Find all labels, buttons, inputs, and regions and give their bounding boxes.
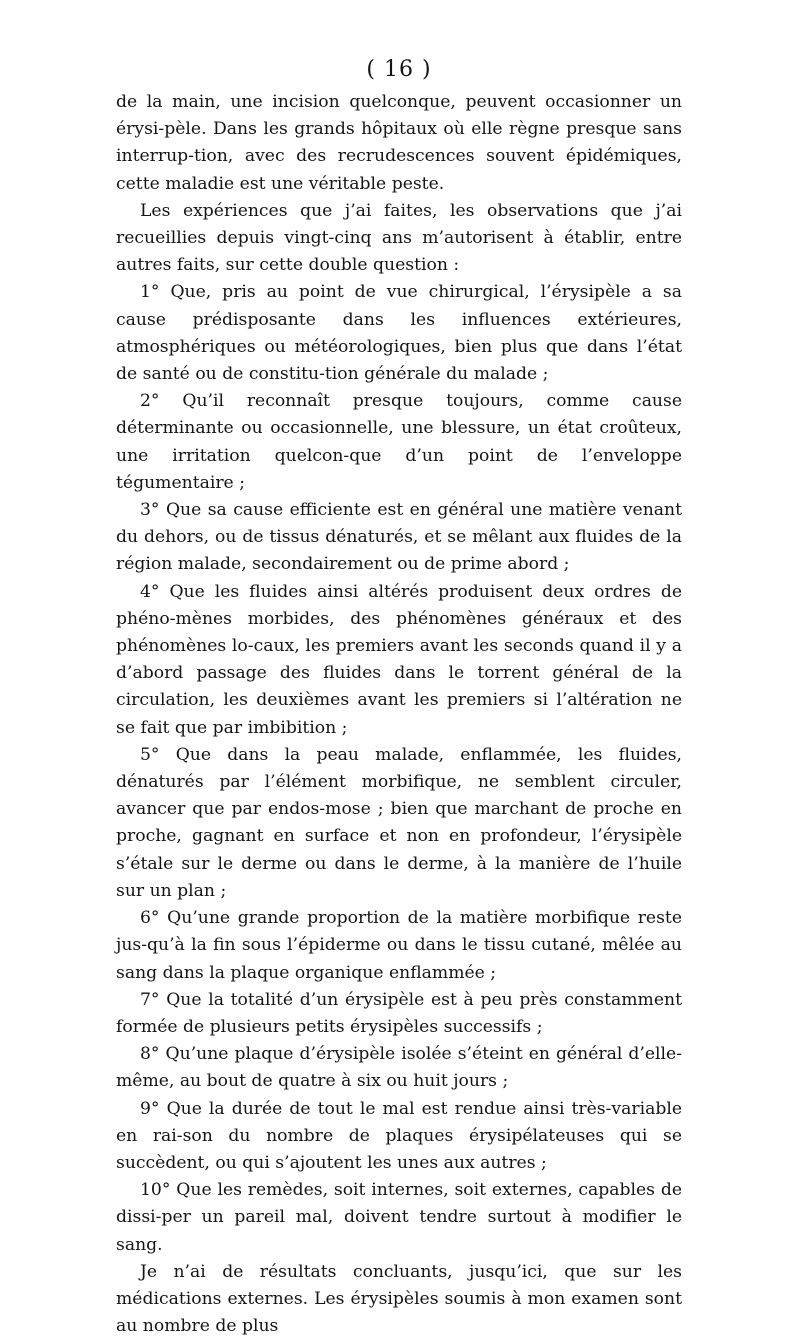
paragraph-intro: Les expériences que j’ai faites, les observations que j’ai recueillies depuis vingt-cinq ans m’autorisent à établir, entre autres faits, sur cette double question : (116, 200, 682, 276)
paragraph-point-2: 2° Qu’il reconnaît presque toujours, comme cause déterminante ou occasionnelle, une blessure, un état croûteux, une irritation quelcon-que d’un point de l’enveloppe tégumentaire ; (116, 391, 682, 493)
paragraph-point-4: 4° Que les fluides ainsi altérés produisent deux ordres de phéno-mènes morbides, des phénomènes généraux et des phénomènes lo-caux, les premiers avant les seconds quand il y a d’abord passage des fluides dans le torrent général de la circulation, les deuxièmes avant les premiers si l’altération ne se fait que par imbibition ; (116, 581, 682, 738)
paragraph-point-10: 10° Que les remèdes, soit internes, soit externes, capables de dissi-per un pareil mal, doivent tendre surtout à modifier le sang. (116, 1180, 682, 1255)
book-page (116, 55, 682, 1340)
paragraph-results: Je n’ai de résultats concluants, jusqu’ici, que sur les médications externes. Les érysipèles soumis à mon examen sont au nombre de plus (116, 1261, 682, 1337)
paragraph-point-5: 5° Que dans la peau malade, enflammée, les fluides, dénaturés par l’élément morbifique, ne semblent circuler, avancer que par endos-mose ; bien que marchant de proche en proche, gagnant en surface et non en profondeur, l’érysipèle s’étale sur le derme ou dans le derme, à la manière de l’huile sur un plan ; (116, 744, 682, 901)
page-number: ( 16 ) (366, 57, 432, 82)
paragraph-point-3: 3° Que sa cause efficiente est en général une matière venant du dehors, ou de tissus dénaturés, et se mêlant aux fluides de la région malade, secondairement ou de prime abord ; (116, 500, 682, 575)
paragraph-point-9: 9° Que la durée de tout le mal est rendue ainsi très-variable en rai-son du nombre de plaques érysipélateuses qui se succèdent, ou qui s’ajoutent les unes aux autres ; (116, 1098, 682, 1173)
paragraph-continuation: de la main, une incision quelconque, peuvent occasionner un érysi-pèle. Dans les grands hôpitaux où elle règne presque sans interrup-tion, avec des recrudescences souvent épidémiques, cette maladie est une véritable peste. (116, 92, 682, 194)
paragraph-point-7: 7° Que la totalité d’un érysipèle est à peu près constamment formée de plusieurs petits érysipèles successifs ; (116, 989, 682, 1037)
paragraph-point-8: 8° Qu’une plaque d’érysipèle isolée s’éteint en général d’elle-même, au bout de quatre à six ou huit jours ; (116, 1044, 682, 1092)
paragraph-point-6: 6° Qu’une grande proportion de la matière morbifique reste jus-qu’à la fin sous l’épiderme ou dans le tissu cutané, mêlée au sang dans la plaque organique enflammée ; (116, 908, 682, 983)
paragraph-point-1: 1° Que, pris au point de vue chirurgical, l’érysipèle a sa cause prédisposante dans les influences extérieures, atmosphériques ou météorologiques, bien plus que dans l’état de santé ou de constitu-tion générale du malade ; (116, 282, 682, 385)
